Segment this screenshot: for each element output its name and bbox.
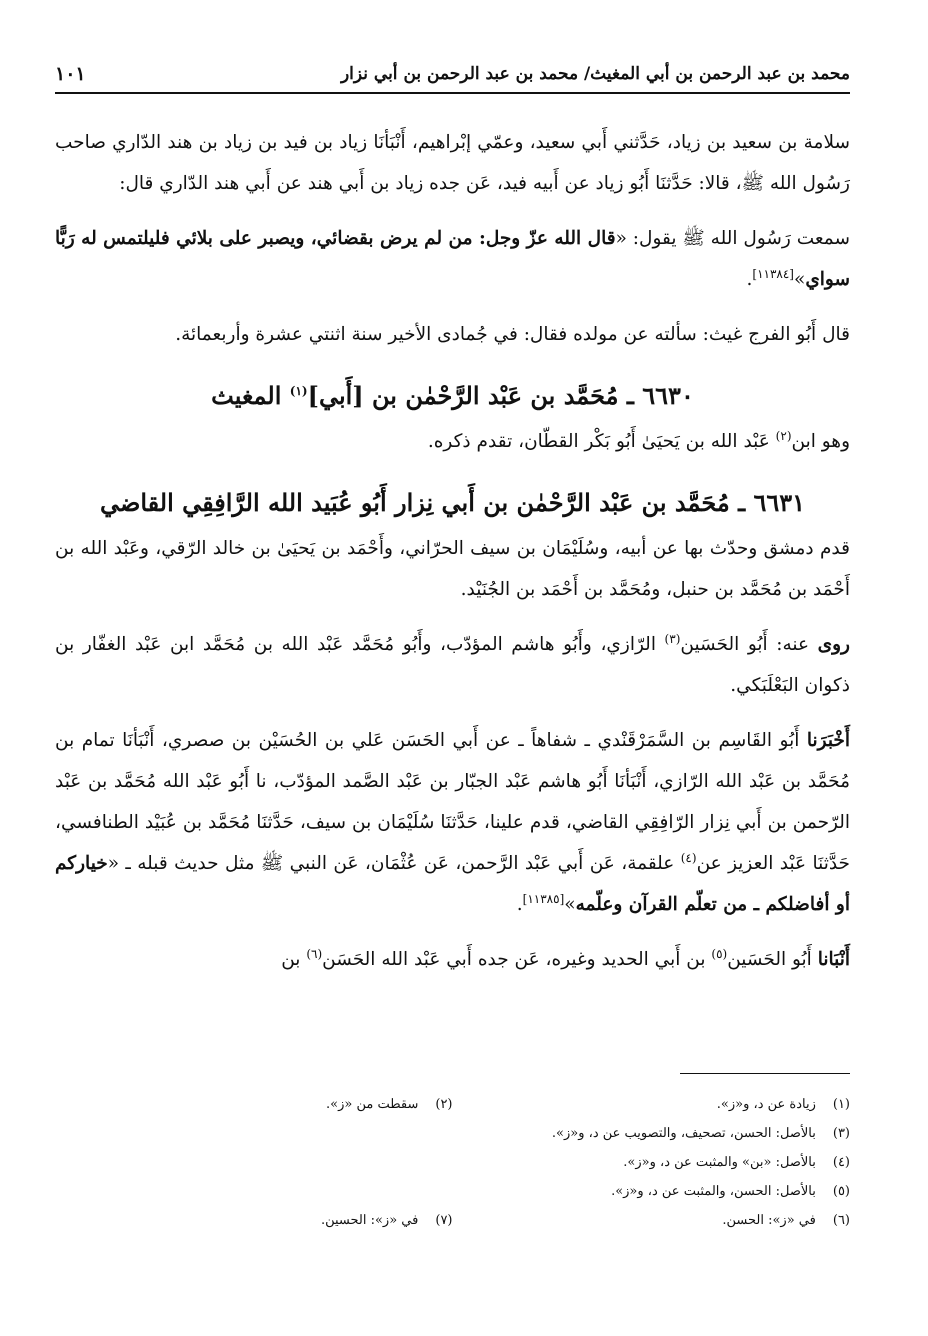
footnote-ref: (٣) [664,631,681,646]
footnote-text: بالأصل: الحسن، تصحيف، والتصويب عن د، و«ز». [551,1126,816,1141]
quote-close: » [793,269,806,290]
footnote-6 [453,1206,851,1235]
footnote-row [55,1206,850,1235]
paragraph-text: قال أَبُو الفرج غيث: سألته عن مولده فقال: في جُمادى الأخير سنة اثنتي عشرة وأربعمائة. [175,324,850,345]
footnote-text: زيادة عن د، و«ز». [716,1097,816,1112]
footnote-text: بالأصل: الحسن، والمثبت عن د، و«ز». [611,1184,816,1199]
footnotes [55,1073,850,1235]
footnote-ref: (٦) [306,946,323,961]
footnote-number: (٧) [435,1213,453,1228]
main-text [55,122,850,994]
footnote-7 [55,1206,453,1235]
footnote-ref: (٥) [711,946,728,961]
hadith-text: خياركم أو أفاضلكم ـ من تعلّم القرآن وعلّمه [55,853,850,915]
footnote-divider [680,1073,850,1074]
paragraph-text: بن [281,949,307,970]
paragraph-text: بن أَبي الحديد وغيره، عَن جده أَبي عَبْد الله الحَسَن [322,949,712,970]
paragraph-hadith [55,218,850,300]
hadith-number: [١١٣٨٤] [752,266,794,281]
paragraph-text: سلامة بن سعيد بن زياد، حَدَّثني أَبي سعيد، وعمّي إبْراهيم، أَنْبَأنَا زياد بن فيد بن زياد بن هند الدّاري صاحب رَسُول الله ﷺ، قالا: حَدَّثنَا أَبُو زياد عن أَبيه فيد، عَن جده زياد بن أَبي هند عن أَبي هند الدّاري قال: [55,132,850,194]
paragraph-birth [55,314,850,355]
period: . [746,269,753,290]
paragraph-text: وهو ابن [791,431,850,452]
quote-close: » [564,894,576,915]
hadith-text: قال الله عزّ وجل: من لم يرض بقضائي، ويصبر على بلائي فليلتمس له رَبًّا سواي [55,228,850,290]
footnote-1 [453,1090,851,1119]
paragraph-isnad [55,122,850,204]
footnote-number: (٥) [832,1184,850,1199]
page-number: ١٠١ [55,63,86,85]
footnote-number: (٢) [435,1097,453,1112]
paragraph-text: عَبْد الله بن يَحيَىٰ أَبُو بَكْر القطّان، تقدم ذكره. [427,431,776,452]
footnote-ref: (٢) [775,428,792,443]
running-head-title: محمد بن عبد الرحمن بن أبي المغيث/ محمد بن عبد الرحمن بن أبي نزار [340,64,850,84]
entry-6631-students [55,624,850,706]
period: . [516,894,523,915]
entry-6630-text [55,421,850,462]
entry-heading-6631 [55,482,850,524]
footnote-number: (٤) [832,1155,850,1170]
footnote-text: بالأصل: «بن» والمثبت عن د، و«ز». [623,1155,816,1170]
paragraph-text: علقمة، عَن أَبي عَبْد الرَّحمن، عَن عُثْمَان، عَن النبي ﷺ مثل حديث قبله ـ « [107,853,681,874]
footnote-text: في «ز»: الحسين. [320,1213,419,1228]
footnote-row [55,1090,850,1119]
footnote-number: (٣) [832,1126,850,1141]
running-header [55,56,850,94]
footnote-3 [552,1119,850,1148]
paragraph-text: أَبُو القَاسِم بن السَّمَرْقَنْدي ـ شفاهاً ـ عن أَبي الحَسَن عَلي بن الحُسَيْن بن صصري، أَنْبَأنَا تمام بن مُحَمَّد بن عَبْد الله الرّازي، أَنْبَأنَا أَبُو هاشم عَبْد الجبّار بن عَبْد الصَّمد المؤدّب، نا أَبُو عَبْد الله مُحَمَّد بن عَبْد الرّحمن بن أَبي نِزار الرّافِقِي القاضي، قدم علينا، حَدَّثنَا سُلَيْمَان بن سيف، حَدَّثنَا مُحَمَّد بن عُبَيْد الطنافسي، حَدَّثنَا عَبْد العزيز عن [55,730,850,874]
entry-6631-continuation [55,939,850,980]
hadith-number: [١١٣٨٥] [522,891,565,906]
paragraph-text: أَبُو الحَسَين [727,949,818,970]
footnote-5 [611,1177,850,1206]
footnote-text: سقطت من «ز». [326,1097,419,1112]
entry-title: ٦٦٣١ ـ مُحَمَّد بن عَبْد الرَّحْمٰن بن أَبي نِزار أَبُو عُبَيد الله الرَّافِقِي القاضي [99,488,806,517]
footnote-ref: (٤) [680,850,697,865]
entry-heading-6630 [55,375,850,417]
keyword: أَخْبَرَنا [806,730,850,751]
paragraph-text: قدم دمشق وحدّث بها عن أبيه، وسُلَيْمَان بن سيف الحرّاني، وأَحْمَد بن يَحيَىٰ بن خالد الرّقي، وعَبْد الله بن أَحْمَد بن مُحَمَّد بن حنبل، ومُحَمَّد بن أَحْمَد بن الجُنَيْد. [55,538,850,600]
footnote-2 [55,1090,453,1119]
footnote-number: (٦) [832,1213,850,1228]
entry-title-end: المغيث [211,381,290,410]
footnote-row [55,1177,850,1206]
entry-title: ٦٦٣٠ ـ مُحَمَّد بن عَبْد الرَّحْمٰن بن [أَبي] [307,381,694,410]
paragraph-text: عنه: أَبُو الحَسَين [680,634,818,655]
footnote-4 [623,1148,850,1177]
keyword: روى [817,634,850,655]
hadith-intro: سمعت رَسُول الله ﷺ يقول: « [615,228,850,249]
footnote-number: (١) [832,1097,850,1112]
entry-6631-isnad [55,720,850,925]
footnote-row [55,1119,850,1148]
footnote-ref: (١) [289,384,308,398]
entry-6631-teachers [55,528,850,610]
footnote-row [55,1148,850,1177]
keyword: أَنْبَانا [817,949,850,970]
paragraph-text: الرّازي، وأَبُو هاشم المؤدّب، وأَبُو مُحَمَّد عَبْد الله بن مُحَمَّد ابن عَبْد الغفّار بن ذكوان البَعْلَبَكي. [55,634,850,696]
footnote-text: في «ز»: الحسن. [722,1213,816,1228]
